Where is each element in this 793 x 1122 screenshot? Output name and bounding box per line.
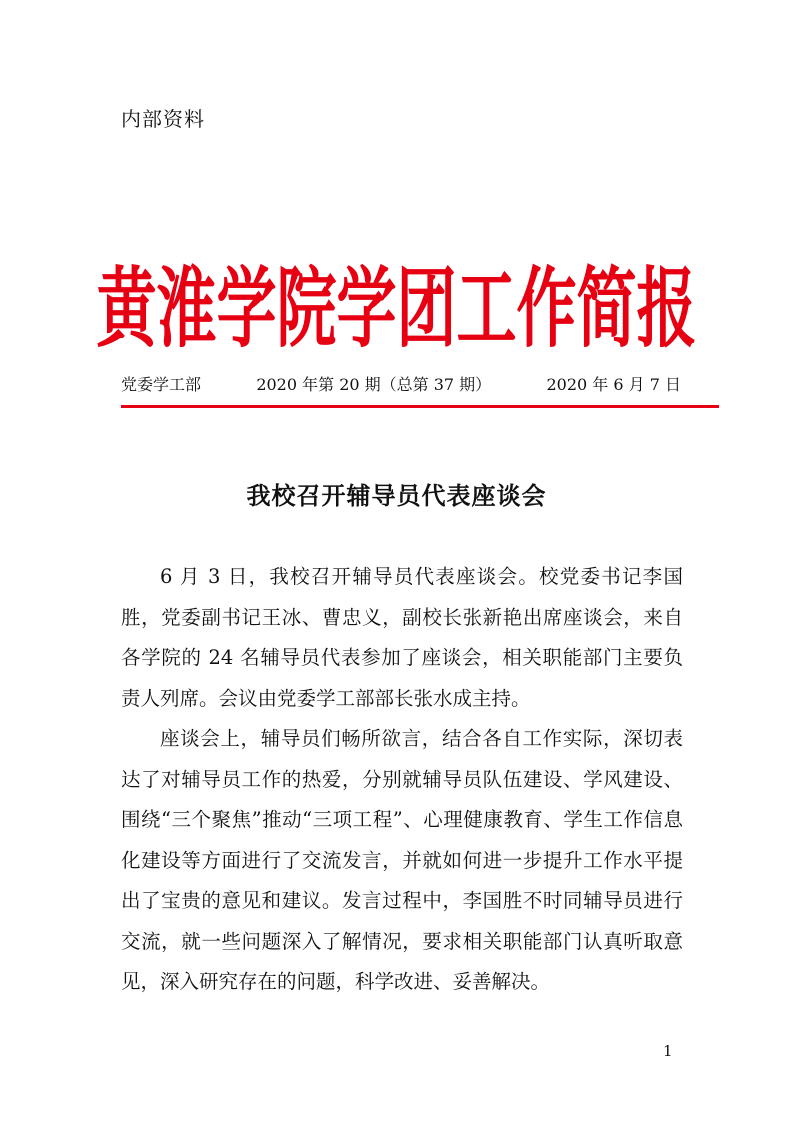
issue-number: 2020 年第 20 期（总第 37 期） — [256, 375, 492, 394]
article-title: 我校召开辅导员代表座谈会 — [246, 481, 547, 510]
internal-material-label: 内部资料 — [121, 107, 205, 131]
article-body — [121, 557, 683, 1003]
masthead-title: 黄淮学院学团工作简报 — [96, 258, 697, 361]
article-paragraph: 座谈会上，辅导员们畅所欲言，结合各自工作实际，深切表达了对辅导员工作的热爱，分别就辅导员队伍建设、学风建设、围绕“三个聚焦”推动“三项工程”、心理健康教育、学生工作信息化建设等方面进行了交流发言，并就如何进一步提升工作水平提出了宝贵的意见和建议。发言过程中，李国胜不时同辅导员进行交流，就一些问题深入了解情况，要求相关职能部门认真听取意见，深入研究存在的问题，科学改进、妥善解决。 — [121, 727, 683, 993]
article-paragraph: 6 月 3 日，我校召开辅导员代表座谈会。校党委书记李国胜，党委副书记王冰、曹忠义，副校长张新艳出席座谈会，来自各学院的 24 名辅导员代表参加了座谈会，相关职能部门主要负责人列席。会议由党委学工部部长张水成主持。 — [121, 565, 683, 710]
issue-date: 2020 年 6 月 7 日 — [546, 375, 681, 394]
masthead-divider — [121, 405, 719, 408]
issuer-label: 党委学工部 — [121, 375, 202, 394]
page-number: 1 — [663, 1042, 673, 1060]
issue-info-line — [121, 372, 681, 395]
